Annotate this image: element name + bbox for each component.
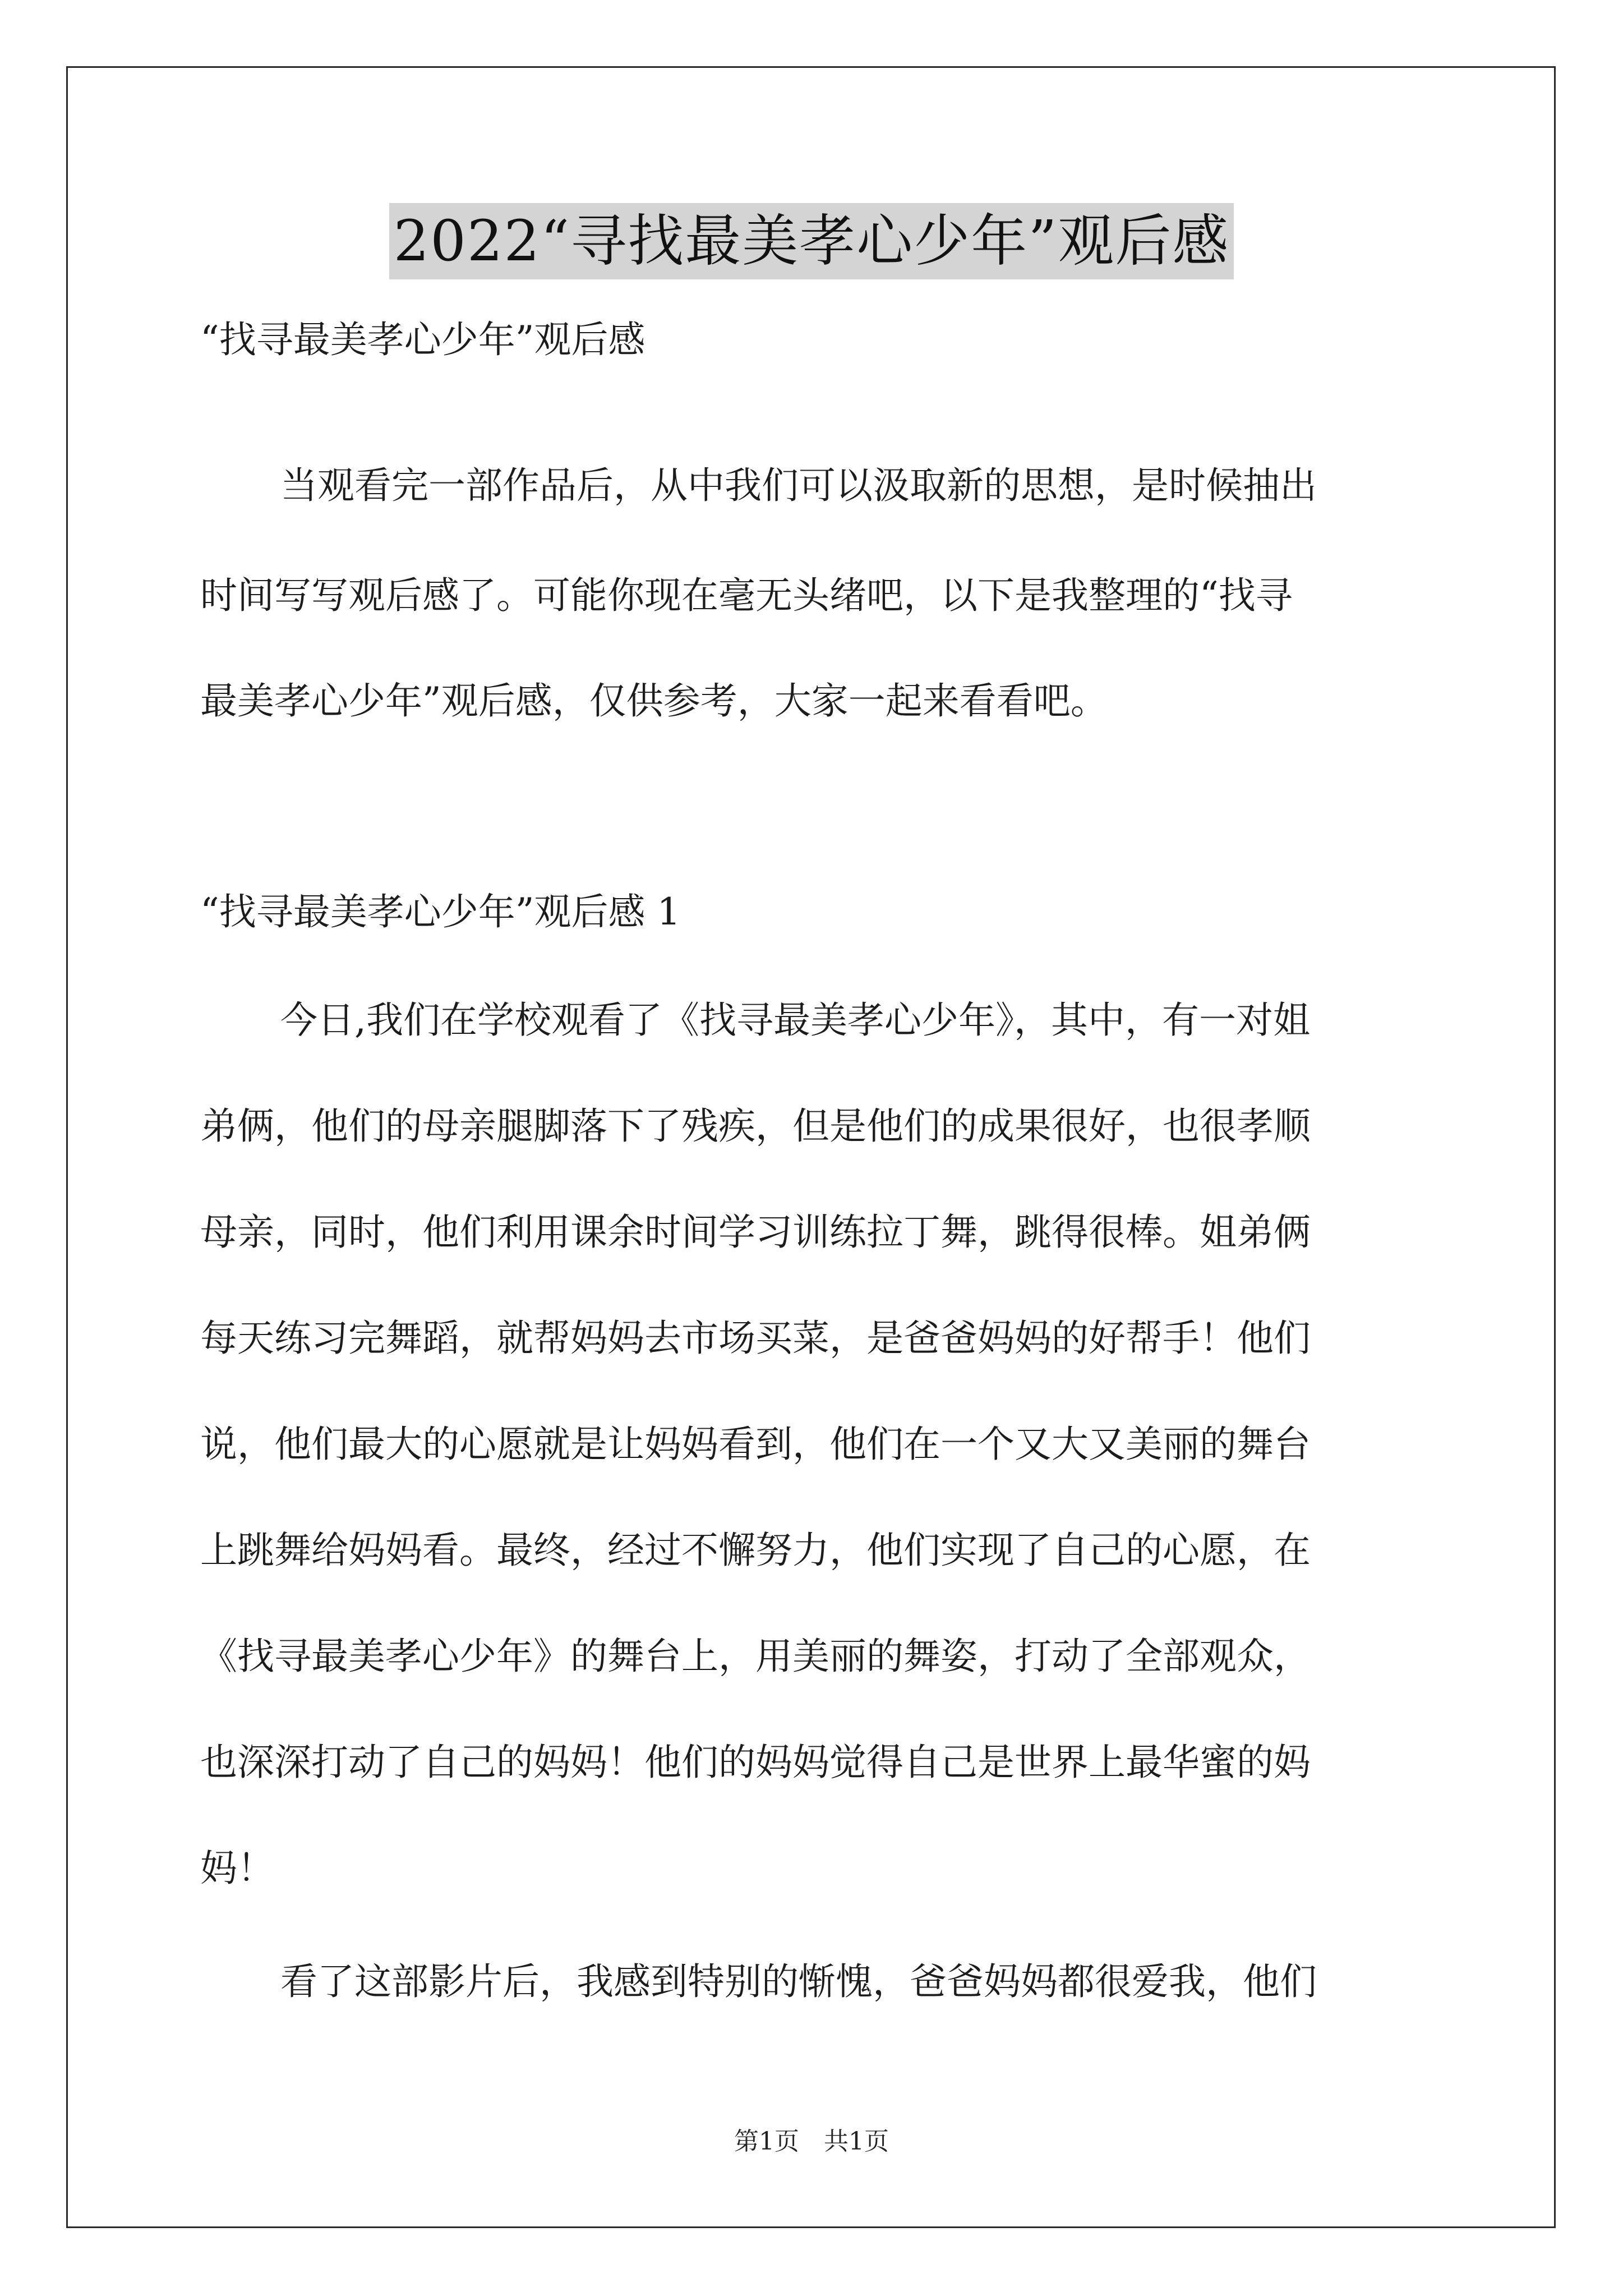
intro-paragraph-line-1: 当观看完一部作品后，从中我们可以汲取新的思想，是时候抽出 [280,464,1317,507]
section-1-heading: “找寻最美孝心少年”观后感 1 [200,890,681,933]
section-1-line-8: 也深深打动了自己的妈妈！他们的妈妈觉得自己是世界上最华蜜的妈 [200,1741,1311,1784]
section-1-line-2: 弟俩，他们的母亲腿脚落下了残疾，但是他们的成果很好，也很孝顺 [200,1105,1311,1148]
document-title: 2022“寻找最美孝心少年”观后感 [389,203,1234,279]
section-1-line-9: 妈！ [200,1847,274,1890]
section-1-line-3: 母亲，同时，他们利用课余时间学习训练拉丁舞，跳得很棒。姐弟俩 [200,1211,1311,1254]
intro-paragraph-line-2: 时间写写观后感了。可能你现在毫无头绪吧，以下是我整理的“找寻 [200,574,1293,617]
section-1-line-5: 说，他们最大的心愿就是让妈妈看到，他们在一个又大又美丽的舞台 [200,1423,1311,1466]
section-1-line-4: 每天练习完舞蹈，就帮妈妈去市场买菜，是爸爸妈妈的好帮手！他们 [200,1317,1311,1360]
section-1-line-7: 《找寻最美孝心少年》的舞台上，用美丽的舞姿，打动了全部观众， [200,1635,1311,1678]
page-number-footer: 第1页 共1页 [734,2127,889,2156]
section-1-line-1: 今日,我们在学校观看了《找寻最美孝心少年》，其中，有一对姐 [280,999,1310,1042]
intro-paragraph-line-3: 最美孝心少年”观后感，仅供参考，大家一起来看看吧。 [200,679,1108,723]
section-1-line-6: 上跳舞给妈妈看。最终，经过不懈努力，他们实现了自己的心愿，在 [200,1529,1311,1572]
section-1-paragraph-2-line-1: 看了这部影片后，我感到特别的惭愧，爸爸妈妈都很爱我，他们 [280,1960,1317,2003]
intro-heading: “找寻最美孝心少年”观后感 [200,318,645,361]
title-container [0,203,1623,279]
